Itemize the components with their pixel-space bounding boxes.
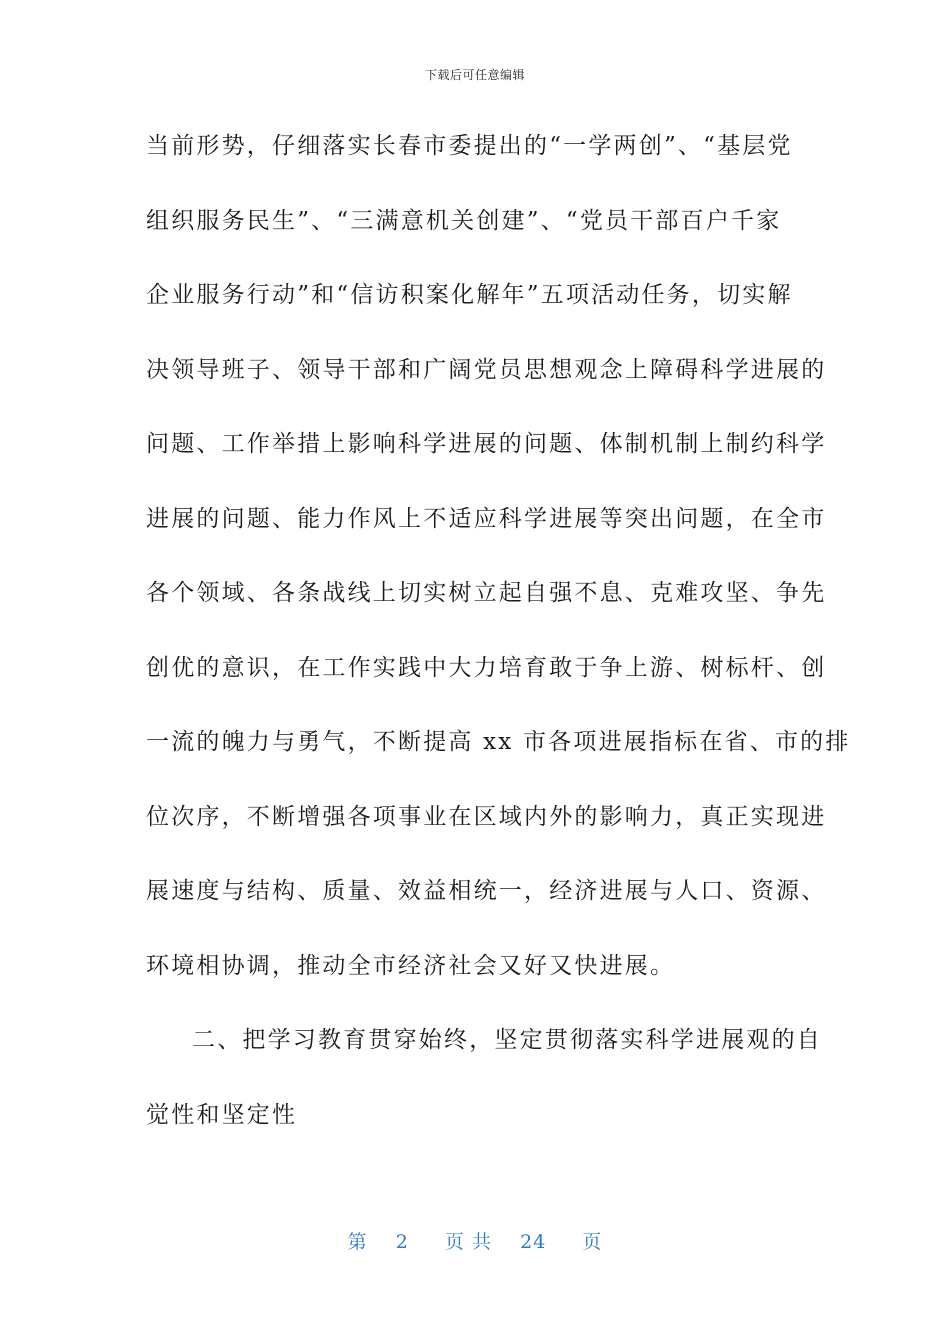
body-line: 创优的意识，在工作实践中大力培育敢于争上游、树标杆、创 xyxy=(146,654,827,681)
page-suffix: 页 xyxy=(582,1231,603,1253)
body-line: 进展的问题、能力作风上不适应科学进展等突出问题，在全市 xyxy=(146,505,827,532)
document-body xyxy=(146,128,851,1171)
page-total: 24 xyxy=(520,1231,547,1253)
page-prefix: 第 xyxy=(347,1231,368,1253)
body-line: 组织服务民生”、“三满意机关创建”、“党员干部百户千家 xyxy=(146,207,782,234)
body-line: 企业服务行动”和“信访积案化解年”五项活动任务，切实解 xyxy=(146,282,793,308)
header-note: 下载后可任意编辑 xyxy=(424,68,525,82)
section-heading-line: 二、把学习教育贯穿始终，坚定贯彻落实科学进展观的自 xyxy=(192,1027,822,1053)
section-heading-line: 觉性和坚定性 xyxy=(146,1101,298,1128)
body-line: 决领导班子、领导干部和广阔党员思想观念上障碍科学进展的 xyxy=(146,356,827,383)
body-line: 展速度与结构、质量、效益相统一，经济进展与人口、资源、 xyxy=(146,878,827,904)
body-line: 位次序，不断增强各项事业在区域内外的影响力，真正实现进 xyxy=(146,803,827,830)
body-line: 各个领域、各条战线上切实树立起自强不息、克难攻坚、争先 xyxy=(146,580,827,606)
page-middle: 页 共 xyxy=(444,1231,492,1253)
body-line: 环境相协调，推动全市经济社会又好又快进展。 xyxy=(146,952,676,979)
page-current: 2 xyxy=(395,1231,409,1253)
body-line: 问题、工作举措上影响科学进展的问题、体制机制上制约科学 xyxy=(146,431,827,457)
body-line: 当前形势，仔细落实长春市委提出的“一学两创”、“基层党 xyxy=(146,133,793,159)
body-line: 一流的魄力与勇气，不断提高 xx 市各项进展指标在省、市的排 xyxy=(146,729,851,755)
page-number-footer xyxy=(0,1227,950,1254)
